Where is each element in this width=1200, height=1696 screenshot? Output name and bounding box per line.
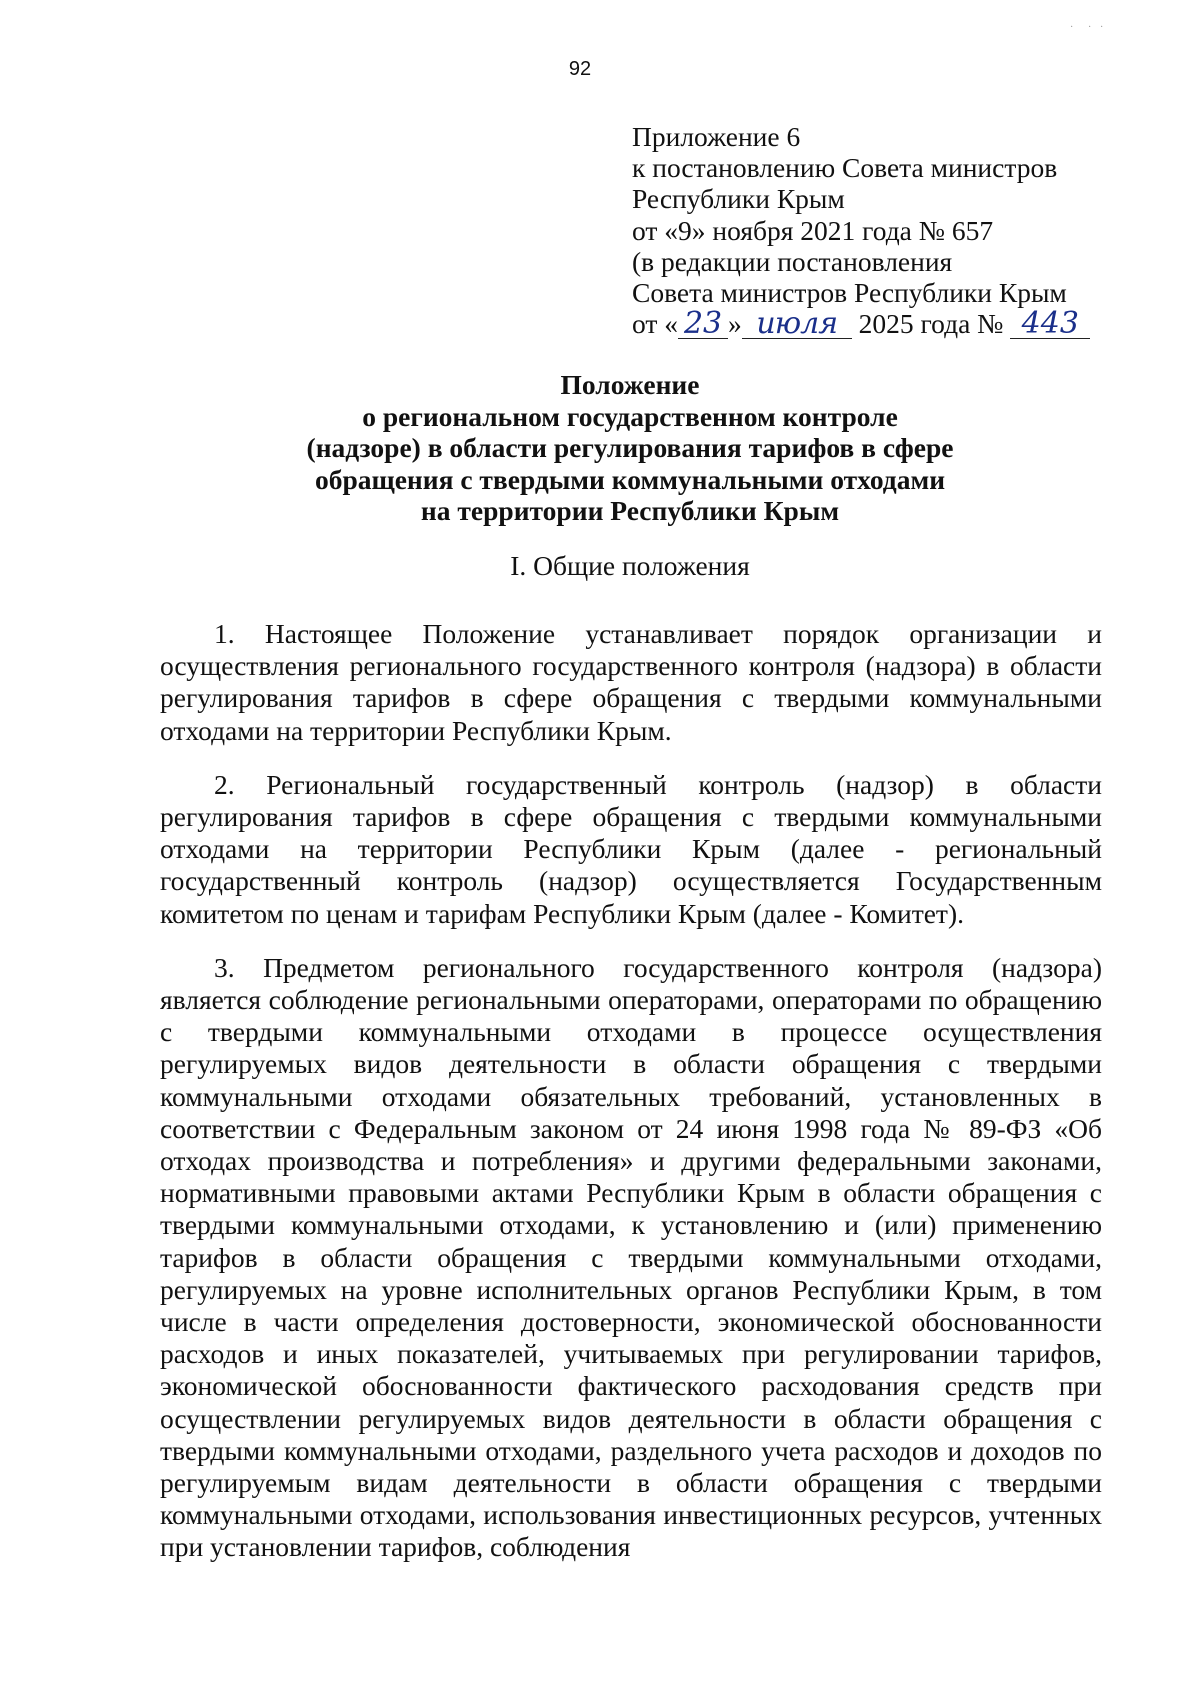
document-title <box>100 369 1160 527</box>
title-line: Положение <box>560 369 700 400</box>
appendix-line: к постановлению Совета министров <box>632 152 1058 184</box>
section-heading: I. Общие положения <box>510 550 750 581</box>
handwritten-day: 23 <box>678 310 728 339</box>
paragraph-3: 3. Предметом регионального государственного контроля (надзора) является соблюдение региональными операторами, операторами по обращению с твердыми коммунальными отходами в процессе осуществления регулируемых видов деятельности в области обращения с твердыми коммунальными отходами обязательных требований, установленных в соответствии с Федеральным законом от 24 июня 1998 года № 89-ФЗ «Об отходах производства и потребления» и другими федеральными законами, нормативными правовыми актами Республики Крым в области обращения с твердыми коммунальными отходами, к установлению и (или) применению тарифов в области обращения с твердыми коммунальными отходами, регулируемых на уровне исполнительных органов Республики Крым, в том числе в части определения достоверности, экономической обоснованности расходов и иных показателей, учитываемых при регулировании тарифов, экономической обоснованности фактического расходования средств при осуществлении регулируемых видов деятельности в области обращения с твердыми коммунальными отходами, раздельного учета расходов и доходов по регулируемым видам деятельности в области обращения с твердыми коммунальными отходами, использования инвестиционных ресурсов, учтенных при установлении тарифов, соблюдения <box>160 951 1102 1563</box>
date-quote: » <box>728 308 742 340</box>
appendix-line: (в редакции постановления <box>632 245 953 277</box>
title-line: обращения с твердыми коммунальными отходами <box>314 463 946 495</box>
appendix-line: Республики Крым <box>632 183 845 215</box>
amendment-date-line <box>632 306 1102 342</box>
handwritten-month: июля <box>742 310 852 339</box>
handwritten-number: 443 <box>1010 310 1090 339</box>
date-year: 2025 года № <box>851 308 1011 340</box>
scan-speck: · <box>1100 22 1104 33</box>
paragraph-1: 1. Настоящее Положение устанавливает порядок организации и осуществления регионального государственного контроля (надзора) в области регулирования тарифов в сфере обращения с твердыми коммунальными отходами на территории Республики Крым. <box>160 618 1102 746</box>
document-body <box>160 618 1102 1564</box>
paragraph-2: 2. Региональный государственный контроль (надзор) в области регулирования тарифов в сфере обращения с твердыми коммунальными отходами на территории Республики Крым (далее - региональный государственный контроль (надзор) осуществляется Государственным комитетом по ценам и тарифам Республики Крым (далее - Комитет). <box>160 768 1102 929</box>
appendix-header <box>632 121 1102 342</box>
appendix-line: Совета министров Республики Крым <box>632 277 1067 309</box>
page-number: 92 <box>568 58 592 80</box>
date-prefix: от « <box>632 308 679 340</box>
title-line: (надзоре) в области регулирования тарифов в сфере <box>306 432 954 463</box>
title-line: о региональном государственном контроле <box>362 400 898 432</box>
appendix-line: от «9» ноября 2021 года № 657 <box>632 214 994 246</box>
scan-speck: · <box>1070 22 1074 33</box>
scan-speck: · <box>1088 22 1092 33</box>
title-line: на территории Республики Крым <box>420 495 840 526</box>
appendix-line: Приложение 6 <box>632 121 801 152</box>
